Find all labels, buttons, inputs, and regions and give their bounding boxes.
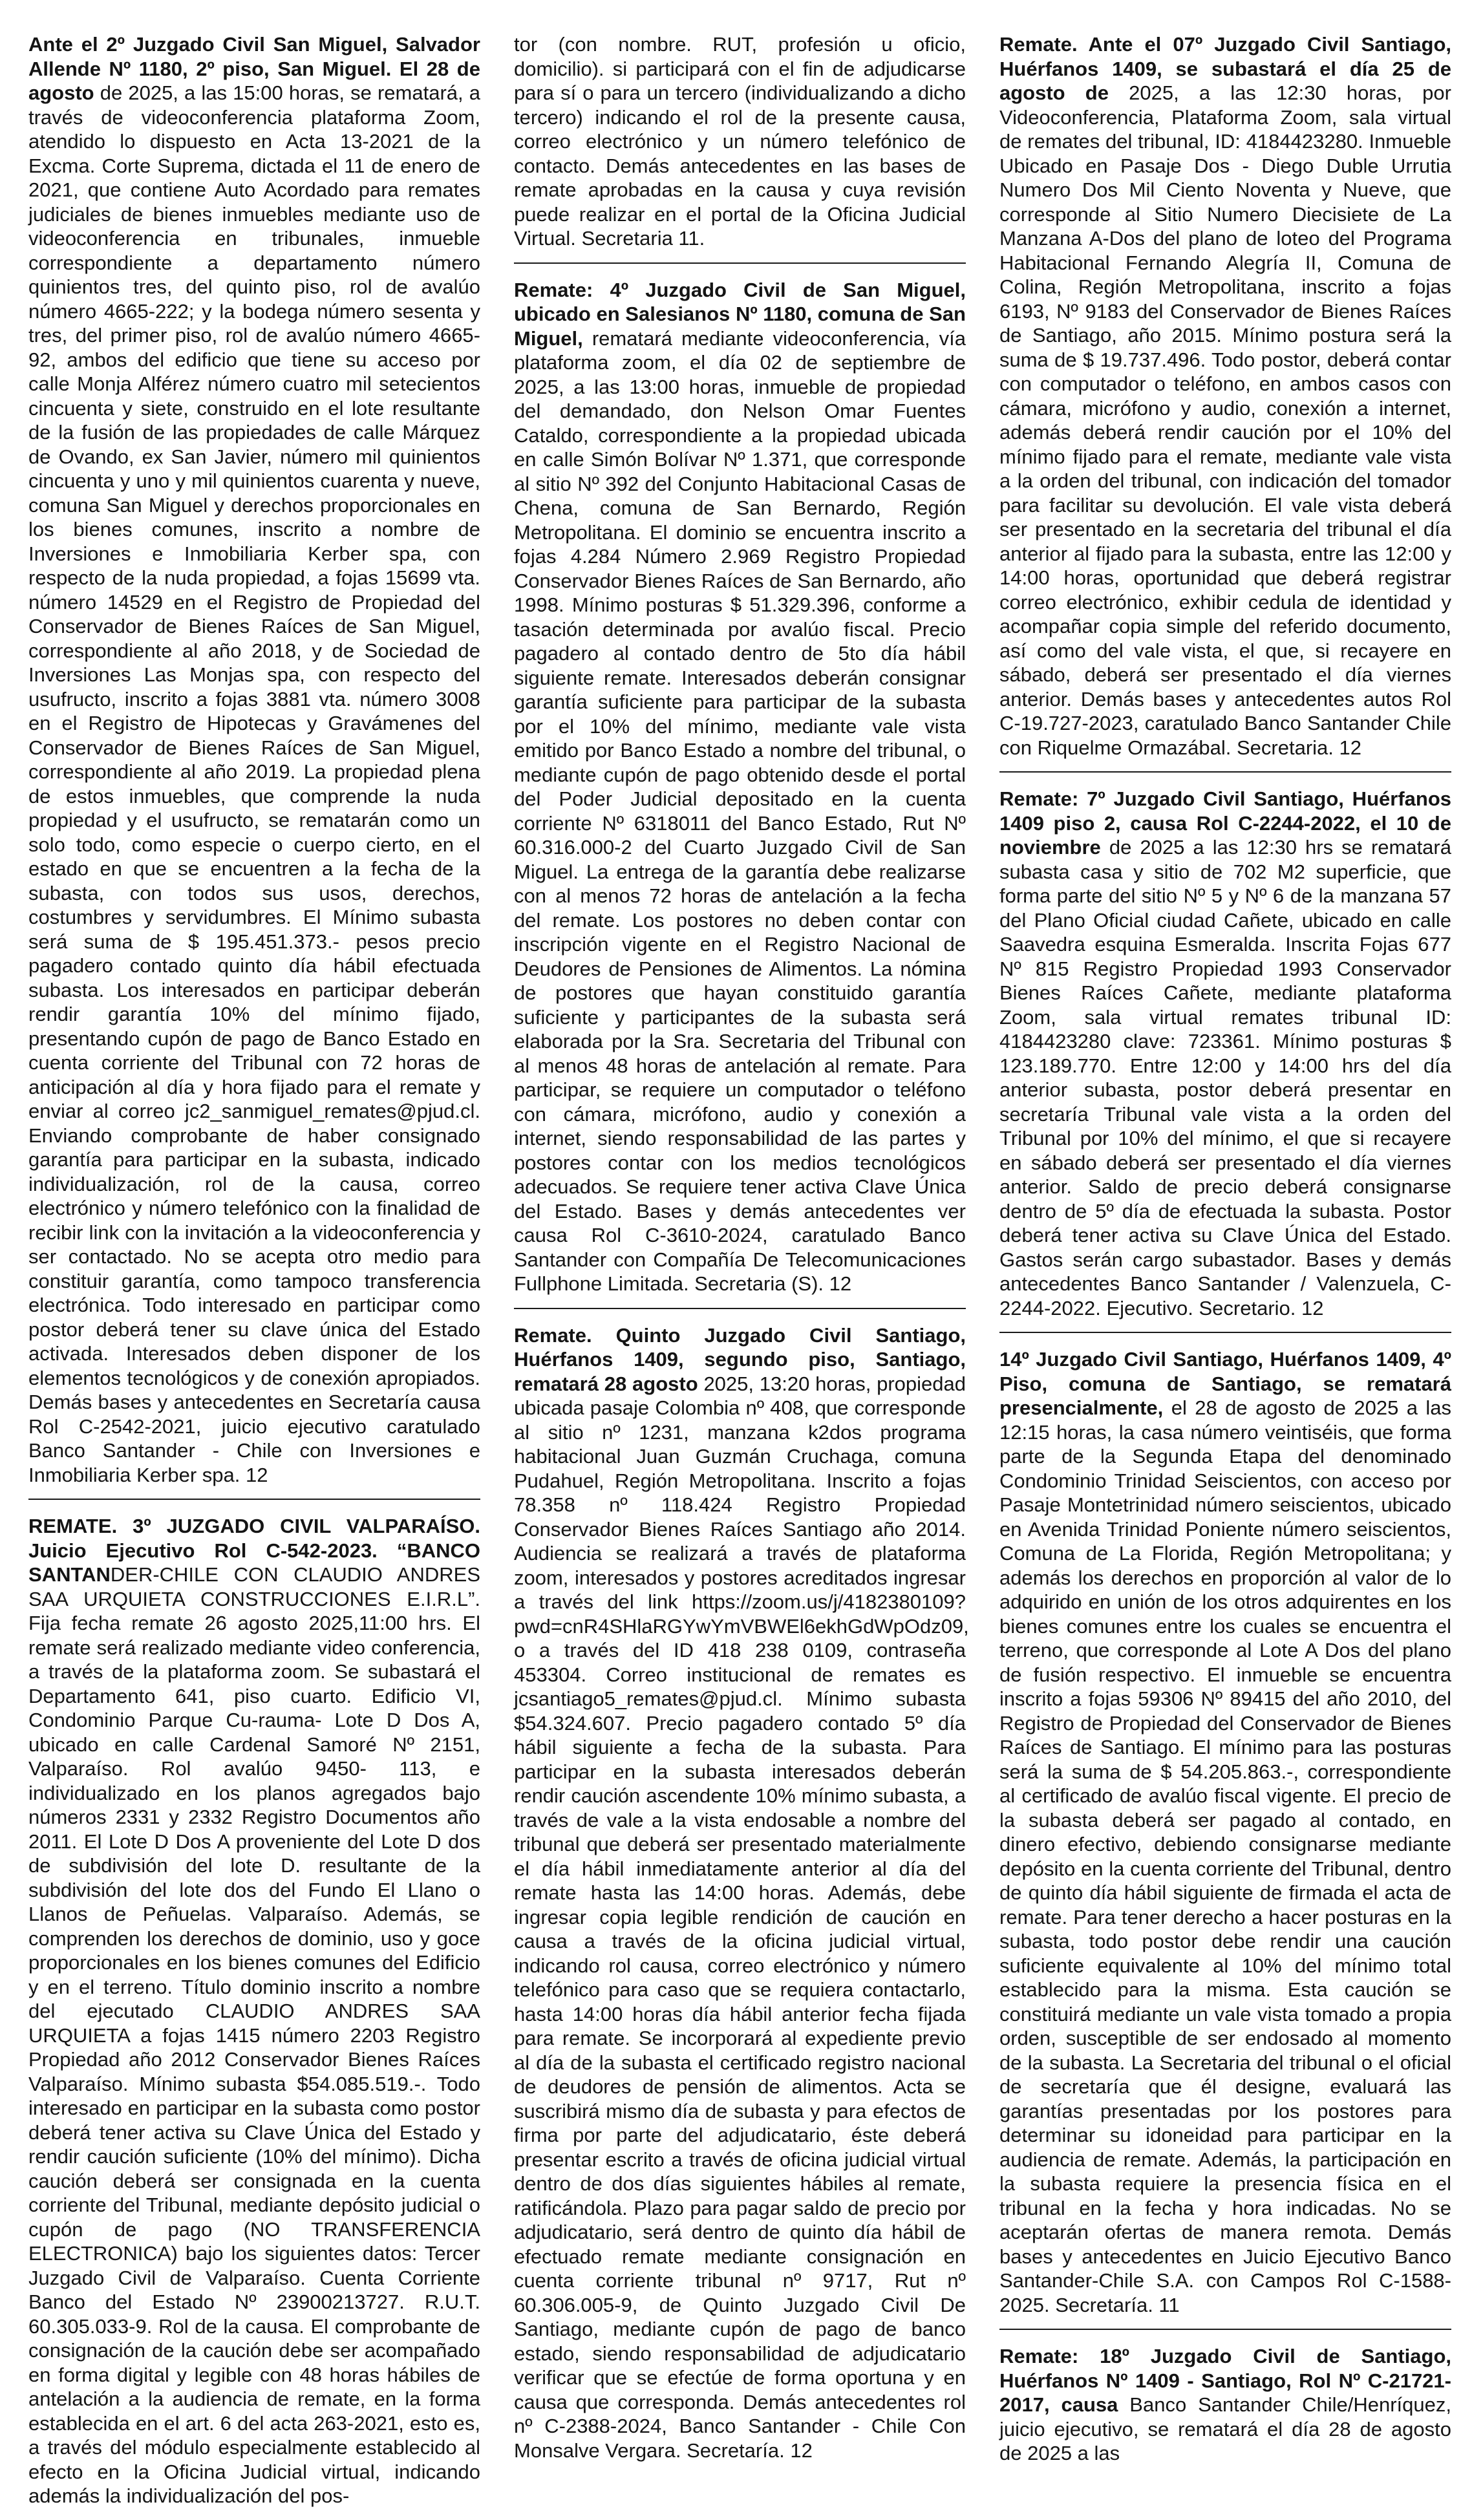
notice-heading: Remate. Ante el 07º Juzgado Civil Santiago, Huérfanos 1409, se subastará el día 25 de agosto de	[999, 33, 1451, 104]
auction-notice	[514, 1323, 969, 2475]
notice-body: el 28 de agosto de 2025 a las 12:15 horas, la casa número veintiséis, que forma parte de la Segunda Etapa del denominado Condominio Trinidad Seiscientos, con acceso por Pasaje Montetrinidad número seiscientos, ubicado en Avenida Trinidad Poniente número seiscientos, Comuna de La Florida, Región Metropolitana; y además los derechos en proporción al valor de lo adquirido en unión de los otros adquirentes en los bienes comunes entre los cuales se encuentra el terreno, que corresponde al Lote A Dos del plano de fusión respectivo. El inmueble se encuentra inscrito a fojas 59306 Nº 89415 del año 2010, del Registro de Propiedad del Conservador de Bienes Raíces de Santiago. El mínimo para las posturas será la suma de $ 54.205.863.-, correspondiente al certificado de avalúo fiscal vigente. El precio de la subasta deberá ser pagado al contado, en dinero efectivo, debiendo consignarse mediante depósito en la cuenta corriente del Tribunal, dentro de quinto día hábil siguiente de firmada el acta de remate. Para tener derecho a hacer posturas en la subasta, todo postor debe rendir una caución suficiente equivalente al 10% del mínimo total establecido para la misma. Esta caución se constituirá mediante un vale vista tomado a propia orden, susceptible de ser endosado al momento de la subasta. La Secretaria del tribunal o el oficial de secretaría que él designe, evaluará las garantías presentadas por los postores para determinar su idoneidad para participar en la audiencia de remate. Además, la participación en la subasta requiere la presencia física en el tribunal en la fecha y hora indicadas. No se aceptarán ofertas de manera remota. Demás bases y antecedentes en Juicio Ejecutivo Banco Santander-Chile S.A. con Campos Rol C-1588-2025. Secretaría. 11	[999, 1396, 1451, 2316]
auction-notice	[999, 1347, 1451, 2330]
auction-notice	[514, 32, 966, 264]
notice-heading: REMATE. 3º JUZGADO CIVIL VALPARAÍSO. Juicio Ejecutivo Rol C-542-2023. “BANCO SANTAN	[28, 1515, 480, 1586]
notice-heading: Remate: 18º Juzgado Civil de Santiago, Huérfanos Nº 1409 - Santiago, Rol Nº C-21721-2017, causa	[999, 2345, 1451, 2416]
auction-notice	[28, 1514, 480, 2520]
notice-body: de 2025, a las 15:00 horas, se rematará, a través de videoconferencia plataforma Zoom, atendido lo dispuesto en Acta 13-2021 de la Excma. Corte Suprema, dictada el 11 de enero de 2021, que contiene Auto Acordado para remates judiciales de bienes inmuebles mediante uso de videoconferencia en tribunales, inmueble correspondiente a departamento número quinientos tres, del quinto piso, rol de avalúo número 4665-222; y la bodega número sesenta y tres, del primer piso, rol de avalúo número 4665-92, ambos del edificio que tiene su acceso por calle Monja Alférez número cuatro mil setecientos cincuenta y siete, construido en el lote resultante de la fusión de las propiedades de calle Márquez de Ovando, ex San Javier, número mil quinientos cincuenta y uno y mil quinientos cuarenta y nueve, comuna San Miguel y derechos proporcionales en los bienes comunes, inscrito a nombre de Inversiones e Inmobiliaria Kerber spa, con respecto de la nuda propiedad, a fojas 15699 vta. número 14529 en el Registro de Propiedad del Conservador de Bienes Raíces de San Miguel, correspondiente al año 2018, y de Sociedad de Inversiones Las Monjas spa, con respecto del usufructo, inscrito a fojas 3881 vta. número 3008 en el Registro de Hipotecas y Gravámenes del Conservador de Bienes Raíces de San Miguel, correspondiente al año 2019. La propiedad plena de estos inmuebles, que comprende la nuda propiedad y el usufructo, se rematarán como un solo todo, como especie o cuerpo cierto, en el estado en que se encuentren a la fecha de la subasta, con todos sus usos, derechos, costumbres y servidumbres. El Mínimo subasta será suma de $ 195.451.373.- pesos precio pagadero contado quinto día hábil efectuada subasta. Los interesados en participar deberán rendir garantía 10% del mínimo fijado, presentando cupón de pago de Banco Estado en cuenta corriente del Tribunal con 72 horas de anticipación al día y hora fijado para el remate y enviar al correo jc2_sanmiguel_remates@pjud.cl. Enviando comprobante de haber consignado garantía para participar en la subasta, indicado individualización, rol de la causa, correo electrónico y número telefónico con la finalidad de recibir link con la invitación a la videoconferencia y ser contactado. No se acepta otro medio para constituir garantía, como tampoco transferencia electrónica. Todo interesado en participar como postor deberá tener su clave única del Estado activada. Interesados deben disponer de los elementos tecnológicos y de conexión apropiados. Demás bases y antecedentes en Secretaría causa Rol C-2542-2021, juicio ejecutivo caratulado Banco Santander - Chile con Inversiones e Inmobiliaria Kerber spa. 12	[28, 81, 480, 1486]
notice-body: tor (con nombre. RUT, profesión u oficio, domicilio). si participará con el fin de adjudicarse para sí o para un tercero (individualizando a dicho tercero) indicando el rol de la presente causa, correo electrónico y un número telefónico de contacto. Demás antecedentes en las bases de remate aprobadas en la causa y cuya revisión puede realizar en el portal de la Oficina Judicial Virtual. Secretaria 11.	[514, 33, 966, 250]
auction-notice	[999, 787, 1451, 1333]
text-column	[999, 32, 1451, 2464]
notice-heading: Remate. Quinto Juzgado Civil Santiago, Huérfanos 1409, segundo piso, Santiago, rematará 28 agosto	[514, 1323, 966, 1395]
auction-notice	[999, 2344, 1451, 2477]
text-column	[514, 32, 969, 2462]
auction-notice	[999, 32, 1451, 773]
notice-body: de 2025 a las 12:30 hrs se rematará subasta casa y sitio de 702 M2 superficie, que forma parte del sitio Nº 5 y Nº 6 de la manzana 57 del Plano Oficial ciudad Cañete, ubicado en calle Saavedra esquina Esmeralda. Inscrita Fojas 677 Nº 815 Registro Propiedad 1993 Conservador Bienes Raíces Cañete, mediante plataforma Zoom, sala virtual remates tribunal ID: 4184423280 clave: 723361. Mínimo posturas $ 123.189.770. Entre 12:00 y 14:00 hrs del día anterior subasta, postor deberá presentar en secretaría Tribunal vale vista a la orden del Tribunal por 10% del mínimo, el que si recayere en sábado deberá ser presentado el día viernes anterior. Saldo de precio deberá consignarse dentro de 5º día de efectuada la subasta. Postor deberá tener activa su Clave Única del Estado. Gastos serán cargo subastador. Bases y demás antecedentes Banco Santander / Valenzuela, C-2244-2022. Ejecutivo. Secretario. 12	[999, 836, 1451, 1319]
text-column	[28, 32, 480, 2507]
auction-notice	[28, 32, 480, 1500]
notice-heading: 14º Juzgado Civil Santiago, Huérfanos 1409, 4º Piso, comuna de Santiago, se rematará presencialmente,	[999, 1348, 1451, 1419]
notice-heading: Ante el 2º Juzgado Civil San Miguel, Salvador Allende Nº 1180, 2º piso, San Miguel. El 28 de agosto	[28, 33, 480, 104]
notice-body: Banco Santander Chile/Henríquez, juicio ejecutivo, se rematará el día 28 de agosto de 2025 a las	[999, 2393, 1451, 2464]
notice-body: 2025, a las 12:30 horas, por Videoconferencia, Plataforma Zoom, sala virtual de remates del tribunal, ID: 4184423280. Inmueble Ubicado en Pasaje Dos - Diego Duble Urrutia Numero Dos Mil Ciento Noventa y Nueve, que corresponde al Sitio Numero Diecisiete de La Manzana A-Dos del plano de loteo del Programa Habitacional Fernando Alegría II, Comuna de Colina, Región Metropolitana, inscrito a fojas 6193, Nº 9183 del Conservador de Bienes Raíces de Santiago, año 2015. Mínimo postura será la suma de $ 19.737.496. Todo postor, deberá contar con computador o teléfono, en ambos casos con cámara, micrófono y audio, conexión a internet, además deberá rendir caución por el 10% del mínimo fijado para el remate, mediante vale vista a la orden del tribunal, con indicación del tomador para facilitar su devolución. El vale vista deberá ser presentado en la secretaria del tribunal el día anterior al fijado para la subasta, entre las 12:00 y 14:00 horas, oportunidad que deberá registrar correo electrónico, exhibir cedula de identidad y acompañar copia simple del referido documento, así como del vale vista, el que, si recayere en sábado, deberá ser presentado el día viernes anterior. Demás bases y antecedentes autos Rol C-19.727-2023, caratulado Banco Santander Chile con Riquelme Ormazábal. Secretaria. 12	[999, 81, 1451, 759]
notice-body: DER-CHILE CON CLAUDIO ANDRES SAA URQUIETA CONSTRUCCIONES E.I.R.L”. Fija fecha remate 26 agosto 2025,11:00 hrs. El remate será realizado mediante video conferencia, a través de la plataforma zoom. Se subastará el Departamento 641, piso cuarto. Edificio VI, Condominio Parque Cu-rauma- Lote D Dos A, ubicado en calle Cardenal Samoré Nº 2151, Valparaíso. Rol avalúo 9450- 113, e individualizado en los planos agregados bajo números 2331 y 2332 Registro Documentos año 2011. El Lote D Dos A proveniente del Lote D dos de subdivisión del lote D. resultante de la subdivisión del lote dos del Fundo El Llano o Llanos de Peñuelas. Valparaíso. Además, se comprenden los derechos de dominio, uso y goce proporcionales en los bienes comunes del Edificio y en el terreno. Título dominio inscrito a nombre del ejecutado CLAUDIO ANDRES SAA URQUIETA a fojas 1415 número 2203 Registro Propiedad año 2012 Conservador Bienes Raíces Valparaíso. Mínimo subasta $54.085.519.-. Todo interesado en participar en la subasta como postor deberá tener activa su Clave Única del Estado y rendir caución suficiente (10% del mínimo). Dicha caución deberá ser consignada en la cuenta corriente del Tribunal, mediante depósito judicial o cupón de pago (NO TRANSFERENCIA ELECTRONICA) bajo los siguientes datos: Tercer Juzgado Civil de Valparaíso. Cuenta Corriente Banco del Estado Nº 23900213727. R.U.T. 60.305.033-9. Rol de la causa. El comprobante de consignación de la caución debe ser acompañado en forma digital y legible con 48 horas hábiles de antelación a la audiencia de remate, en la forma establecida en el art. 6 del acta 263-2021, esto es, a través del módulo especialmente establecido al efecto en la Oficina Judicial virtual, indicando además la individualización del pos-	[28, 1563, 480, 2507]
auction-notice	[514, 278, 966, 1309]
notice-heading: Remate: 7º Juzgado Civil Santiago, Huérfanos 1409 piso 2, causa Rol C-2244-2022, el 10 de noviembre	[999, 787, 1451, 859]
notice-body: 2025, 13:20 horas, propiedad ubicada pasaje Colombia nº 408, que corresponde al sitio nº 1231, manzana k2dos programa habitacional Juan Guzmán Cruchaga, comuna Pudahuel, Región Metropolitana. Inscrito a fojas 78.358 nº 118.424 Registro Propiedad Conservador Bienes Raíces Santiago año 2014. Audiencia se realizará a través de plataforma zoom, interesados y postores acreditados ingresar a través del link https://zoom.us/j/4182380109?pwd=cnR4SHlaRGYwYmVBWEl6ekhGdWpOdz09, o a través del ID 418 238 0109, contraseña 453304. Correo institucional de remates es jcsantiago5_remates@pjud.cl. Mínimo subasta $54.324.607. Precio pagadero contado 5º día hábil siguiente a fecha de la subasta. Para participar en la subasta interesados deberán rendir caución ascendente 10% mínimo subasta, a través de vale a la vista endosable a nombre del tribunal que deberá ser presentado materialmente el día hábil inmediatamente anterior al día del remate hasta las 14:00 horas. Además, debe ingresar copia legible rendición de caución en causa a través de la oficina judicial virtual, indicando rol causa, correo electrónico y número telefónico para caso que se requiera contactarlo, hasta 14:00 horas día hábil anterior fecha fijada para remate. Se incorporará al expediente previo al día de la subasta el certificado registro nacional de deudores de pensión de alimentos. Acta se suscribirá mismo día de subasta y para efectos de firma por parte del adjudicatario, éste deberá presentar escrito a través de oficina judicial virtual dentro de dos días siguientes hábiles al remate, ratificándola. Plazo para pagar saldo de precio por adjudicatario, será dentro de quinto día hábil de efectuado remate mediante consignación en cuenta corriente tribunal nº 9717, Rut nº 60.306.005-9, de Quinto Juzgado Civil De Santiago, mediante cupón de pago de banco estado, siendo responsabilidad de adjudicatario verificar que se efectúe de forma oportuna y en causa que corresponda. Demás antecedentes rol nº C-2388-2024, Banco Santander - Chile Con Monsalve Vergara. Secretaría. 12	[514, 1372, 969, 2462]
notice-heading: Remate: 4º Juzgado Civil de San Miguel, ubicado en Salesianos Nº 1180, comuna de San Miguel,	[514, 278, 966, 350]
notice-body: rematará mediante videoconferencia, vía plataforma zoom, el día 02 de septiembre de 2025, a las 13:00 horas, inmueble de propiedad del demandado, don Nelson Omar Fuentes Cataldo, correspondiente a la propiedad ubicada en calle Simón Bolívar Nº 1.371, que corresponde al sitio Nº 392 del Conjunto Habitacional Casas de Chena, comuna de San Bernardo, Región Metropolitana. El dominio se encuentra inscrito a fojas 4.284 Número 2.969 Registro Propiedad Conservador Bienes Raíces de San Bernardo, año 1998. Mínimo posturas $ 51.329.396, conforme a tasación determinada por avalúo fiscal. Precio pagadero al contado dentro de 5to día hábil siguiente remate. Interesados deberán consignar garantía suficiente para participar de la subasta por el 10% del mínimo, mediante vale vista emitido por Banco Estado a nombre del tribunal, o mediante cupón de pago obtenido desde el portal del Poder Judicial depositado en la cuenta corriente Nº 6318011 del Banco Estado, Rut Nº 60.316.000-2 del Cuarto Juzgado Civil de San Miguel. La entrega de la garantía debe realizarse con al menos 72 horas de antelación a la fecha del remate. Los postores no deben contar con inscripción vigente en el Registro Nacional de Deudores de Pensiones de Alimentos. La nómina de postores que hayan constituido garantía suficiente y participantes de la subasta será elaborada por la Sra. Secretaria del Tribunal con al menos 48 horas de antelación al remate. Para participar, se requiere un computador o teléfono con cámara, micrófono, audio y conexión a internet, siendo responsabilidad de las partes y postores contar con los medios tecnológicos adecuados. Se requiere tener activa Clave Única del Estado. Bases y demás antecedentes ver causa Rol C-3610-2024, caratulado Banco Santander con Compañía De Telecomunicaciones Fullphone Limitada. Secretaria (S). 12	[514, 326, 966, 1295]
